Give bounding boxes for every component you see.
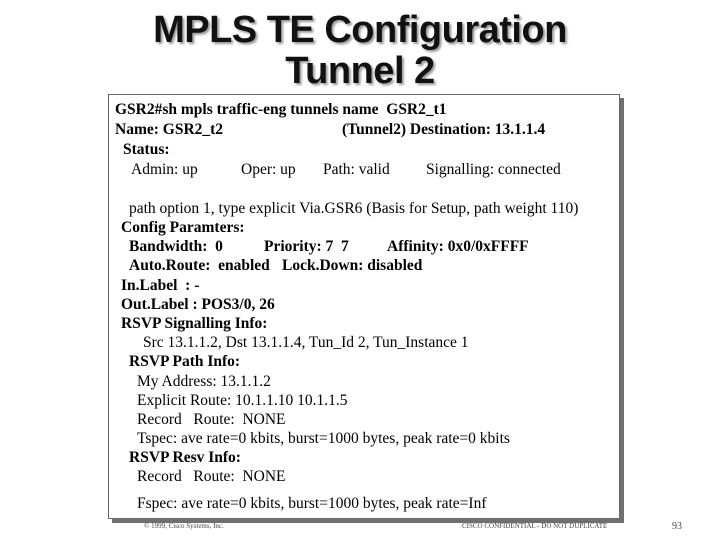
cli-bandwidth: Bandwidth: 0 (129, 238, 223, 255)
cli-fspec: Fspec: ave rate=0 kbits, burst=1000 bytes, peak rate=Inf (137, 495, 487, 512)
cli-in-label: In.Label : - (121, 277, 200, 294)
cli-rsvp-resv-heading: RSVP Resv Info: (129, 449, 241, 466)
page-number: 93 (672, 521, 682, 532)
cli-command-line: GSR2#sh mpls traffic-eng tunnels name GSR2_t1 (115, 101, 447, 118)
cli-lockdown: Lock.Down: disabled (282, 257, 423, 274)
slide-title-line-2: Tunnel 2 (285, 50, 435, 92)
cli-explicit-route: Explicit Route: 10.1.1.10 10.1.1.5 (137, 392, 348, 409)
cli-my-address: My Address: 13.1.1.2 (137, 373, 271, 390)
cli-oper-status: Oper: up (241, 161, 296, 178)
cli-path-option: path option 1, type explicit Via.GSR6 (Basis for Setup, path weight 110) (129, 200, 579, 217)
cli-output-box (108, 94, 620, 519)
slide-title-line-1: MPLS TE Configuration (153, 9, 567, 51)
cli-tunnel-destination: (Tunnel2) Destination: 13.1.1.4 (342, 121, 546, 138)
cli-affinity: Affinity: 0x0/0xFFFF (387, 238, 529, 255)
cli-autoroute: Auto.Route: enabled (129, 257, 270, 274)
footer-confidential: CISCO CONFIDENTIAL - DO NOT DUPLICATE (462, 522, 608, 530)
cli-config-heading: Config Paramters: (121, 219, 245, 236)
cli-src-dst: Src 13.1.1.2, Dst 13.1.1.4, Tun_Id 2, Tun_Instance 1 (143, 334, 469, 351)
cli-rsvp-signalling-heading: RSVP Signalling Info: (121, 315, 268, 332)
cli-status-heading: Status: (123, 141, 170, 158)
cli-signalling-status: Signalling: connected (426, 161, 561, 178)
cli-out-label: Out.Label : POS3/0, 26 (121, 296, 275, 313)
cli-rsvp-path-heading: RSVP Path Info: (129, 353, 241, 370)
cli-admin-status: Admin: up (131, 161, 198, 178)
cli-tspec: Tspec: ave rate=0 kbits, burst=1000 bytes, peak rate=0 kbits (137, 430, 510, 447)
cli-resv-record-route: Record Route: NONE (137, 468, 286, 485)
cli-path-status: Path: valid (323, 161, 390, 178)
cli-tunnel-name: Name: GSR2_t2 (115, 121, 224, 138)
cli-priority: Priority: 7 7 (264, 238, 349, 255)
cli-record-route: Record Route: NONE (137, 411, 286, 428)
footer-copyright: © 1999, Cisco Systems, Inc. (144, 522, 224, 530)
